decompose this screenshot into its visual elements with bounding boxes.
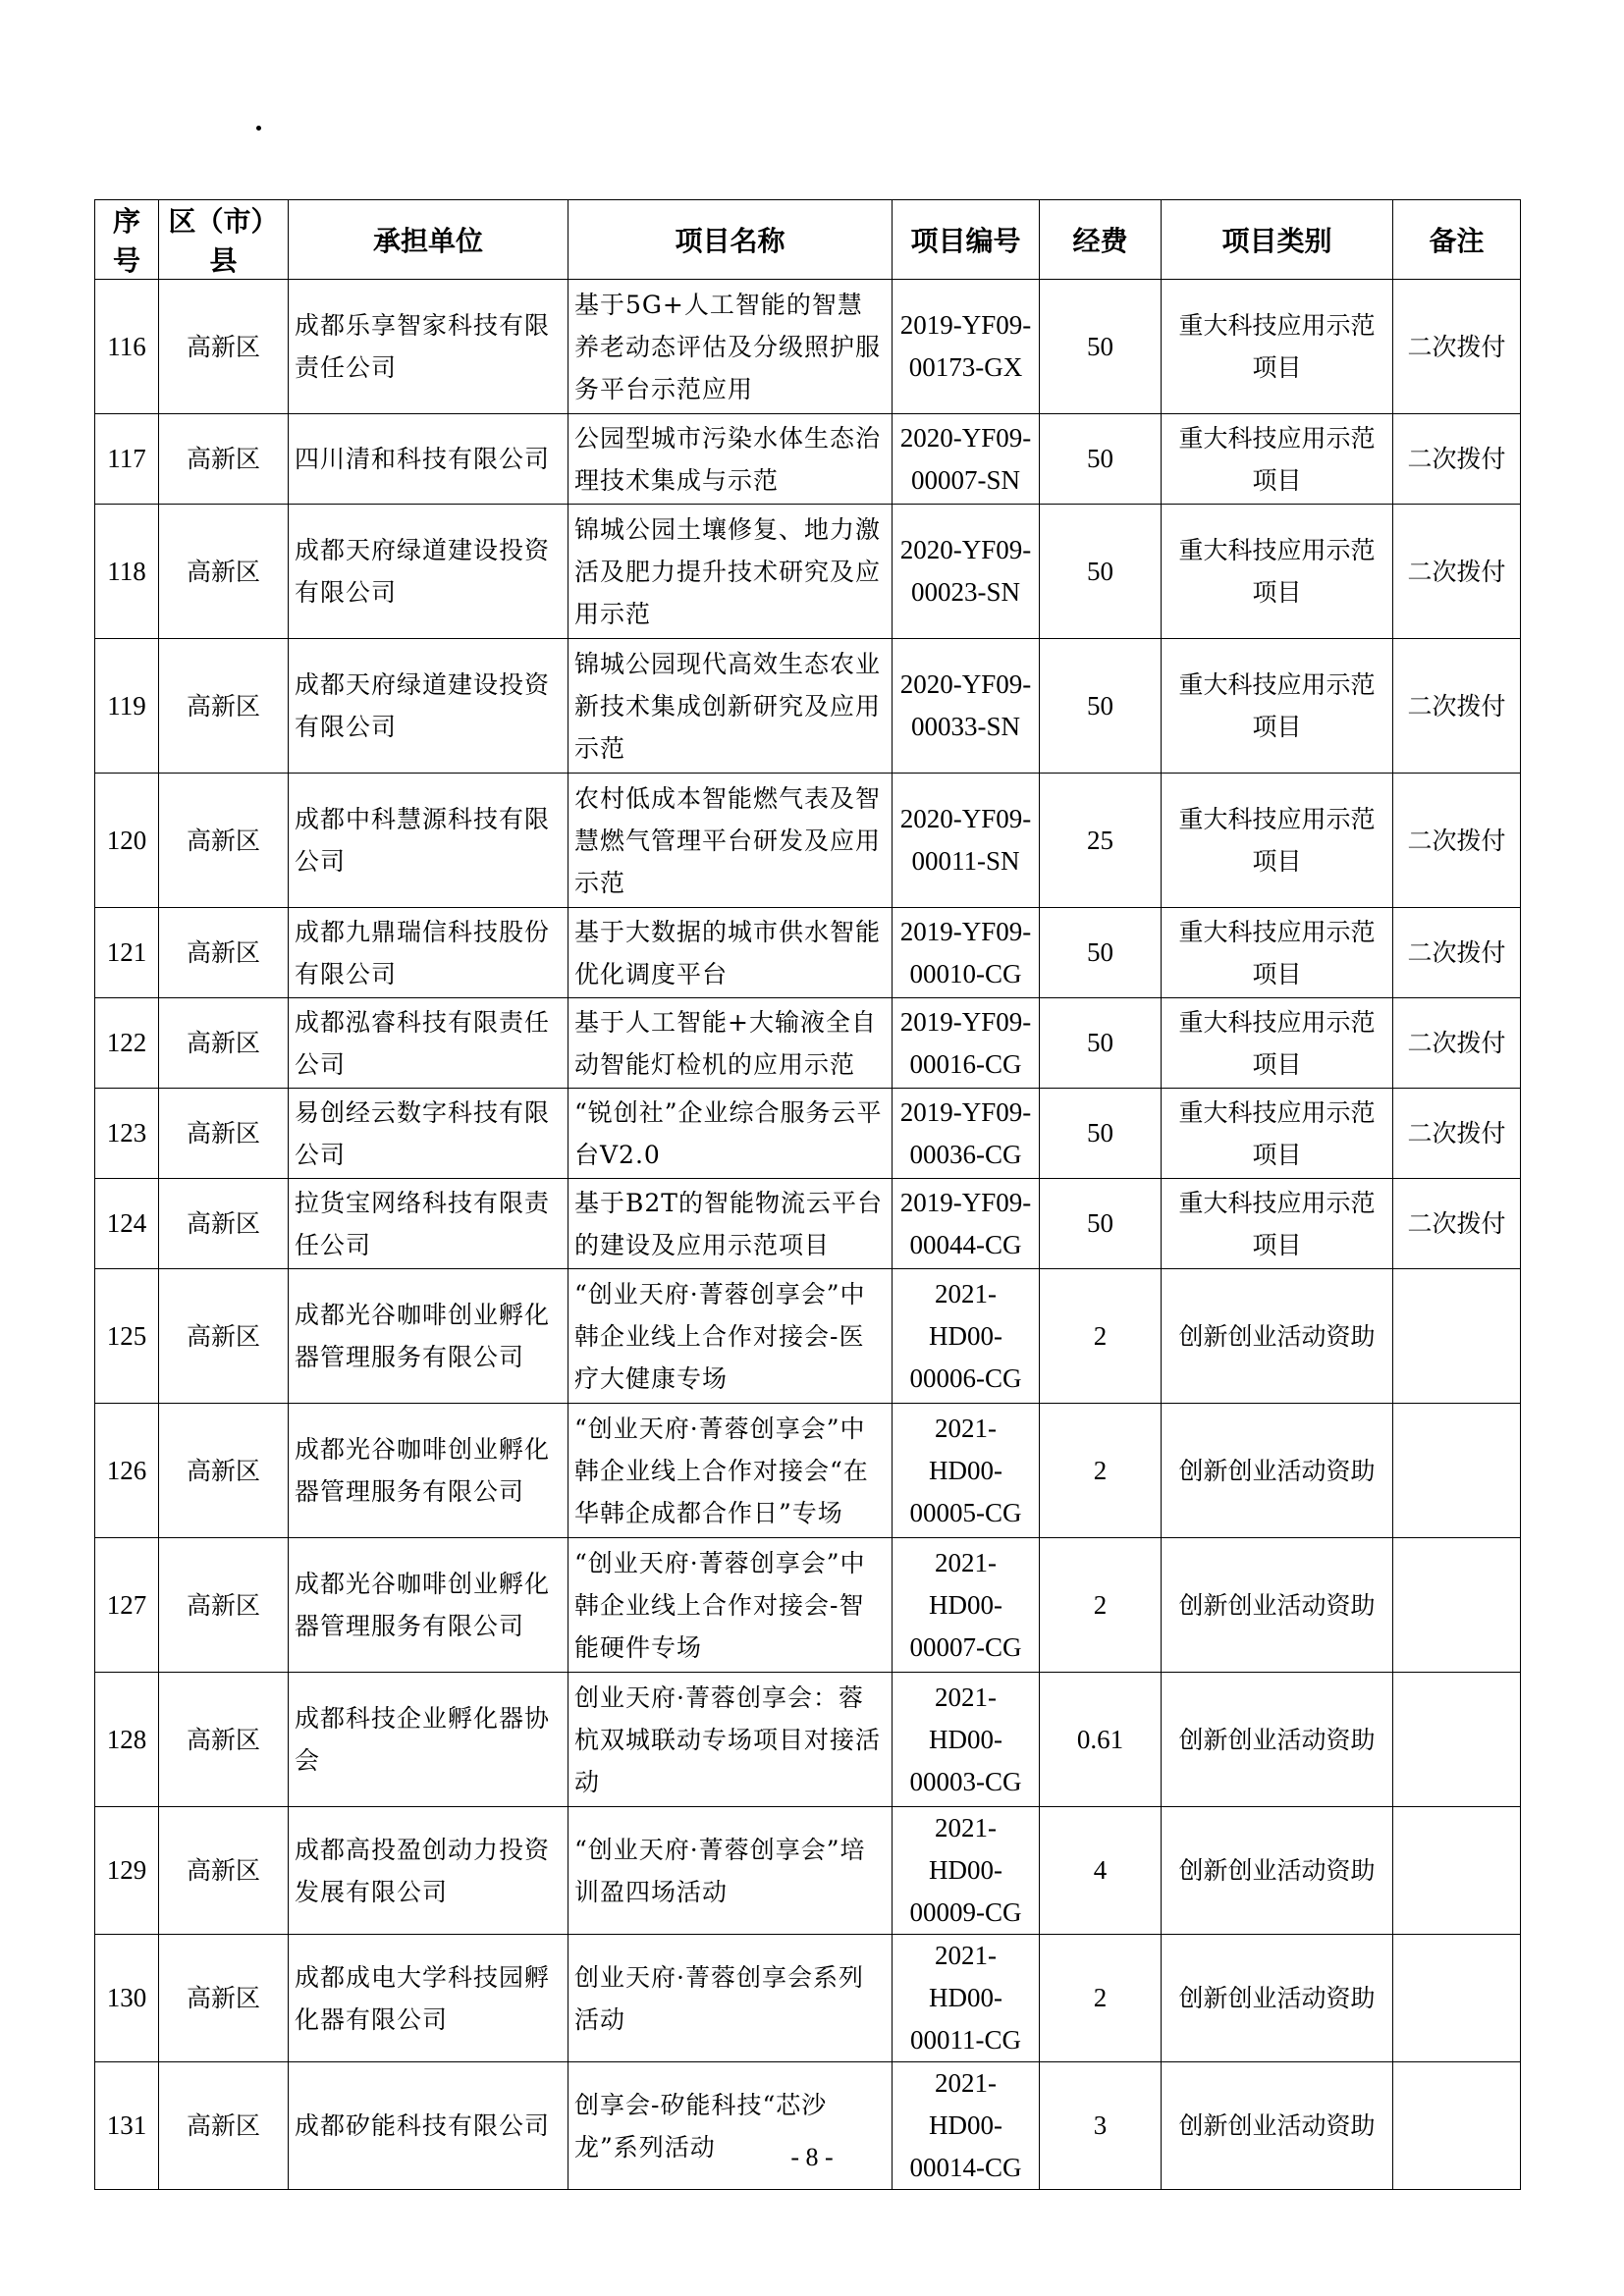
cell-code: 2020-YF09-00023-SN	[893, 505, 1040, 639]
cell-note: 二次拨付	[1393, 505, 1521, 639]
cell-no: 117	[95, 414, 159, 505]
cell-district: 高新区	[159, 2062, 289, 2190]
cell-funding: 2	[1040, 1404, 1162, 1538]
cell-note	[1393, 1538, 1521, 1673]
cell-note: 二次拨付	[1393, 908, 1521, 998]
cell-no: 121	[95, 908, 159, 998]
cell-project: “创业天府·菁蓉创享会”中韩企业线上合作对接会-智能硬件专场	[568, 1538, 893, 1673]
cell-category: 重大科技应用示范项目	[1162, 1179, 1393, 1269]
cell-category: 创新创业活动资助	[1162, 1538, 1393, 1673]
cell-note: 二次拨付	[1393, 414, 1521, 505]
cell-district: 高新区	[159, 414, 289, 505]
cell-no: 123	[95, 1089, 159, 1179]
cell-funding: 2	[1040, 1538, 1162, 1673]
header-category: 项目类别	[1162, 200, 1393, 280]
cell-no: 129	[95, 1807, 159, 1935]
cell-funding: 2	[1040, 1269, 1162, 1404]
cell-district: 高新区	[159, 998, 289, 1089]
cell-category: 重大科技应用示范项目	[1162, 505, 1393, 639]
cell-unit: 成都泓睿科技有限责任公司	[289, 998, 568, 1089]
cell-unit: 成都天府绿道建设投资有限公司	[289, 505, 568, 639]
table-row	[95, 280, 1521, 414]
cell-code: 2021-HD00-00014-CG	[893, 2062, 1040, 2190]
cell-project: 锦城公园现代高效生态农业新技术集成创新研究及应用示范	[568, 639, 893, 774]
cell-district: 高新区	[159, 1269, 289, 1404]
header-row	[95, 200, 1521, 280]
cell-district: 高新区	[159, 1673, 289, 1807]
cell-project: “锐创社”企业综合服务云平台V2.0	[568, 1089, 893, 1179]
cell-project: 创业天府·菁蓉创享会：蓉杭双城联动专场项目对接活动	[568, 1673, 893, 1807]
cell-category: 创新创业活动资助	[1162, 1404, 1393, 1538]
cell-code: 2019-YF09-00173-GX	[893, 280, 1040, 414]
cell-code: 2019-YF09-00010-CG	[893, 908, 1040, 998]
cell-code: 2020-YF09-00033-SN	[893, 639, 1040, 774]
cell-no: 126	[95, 1404, 159, 1538]
table-row	[95, 639, 1521, 774]
header-funding: 经费	[1040, 200, 1162, 280]
cell-code: 2019-YF09-00044-CG	[893, 1179, 1040, 1269]
table-row	[95, 1538, 1521, 1673]
cell-category: 重大科技应用示范项目	[1162, 1089, 1393, 1179]
cell-unit: 四川清和科技有限公司	[289, 414, 568, 505]
page-number: - 8 -	[790, 2143, 834, 2171]
cell-code: 2021-HD00-00007-CG	[893, 1538, 1040, 1673]
cell-unit: 成都乐享智家科技有限责任公司	[289, 280, 568, 414]
cell-category: 创新创业活动资助	[1162, 1807, 1393, 1935]
table-row	[95, 505, 1521, 639]
cell-note: 二次拨付	[1393, 280, 1521, 414]
cell-project: 基于大数据的城市供水智能优化调度平台	[568, 908, 893, 998]
cell-district: 高新区	[159, 639, 289, 774]
cell-funding: 4	[1040, 1807, 1162, 1935]
cell-no: 118	[95, 505, 159, 639]
table-row	[95, 908, 1521, 998]
cell-code: 2021-HD00-00003-CG	[893, 1673, 1040, 1807]
cell-project: 基于人工智能+大输液全自动智能灯检机的应用示范	[568, 998, 893, 1089]
cell-code: 2021-HD00-00011-CG	[893, 1935, 1040, 2062]
cell-code: 2019-YF09-00016-CG	[893, 998, 1040, 1089]
cell-category: 重大科技应用示范项目	[1162, 998, 1393, 1089]
cell-category: 重大科技应用示范项目	[1162, 639, 1393, 774]
cell-code: 2021-HD00-00006-CG	[893, 1269, 1040, 1404]
cell-project: 锦城公园土壤修复、地力激活及肥力提升技术研究及应用示范	[568, 505, 893, 639]
cell-code: 2021-HD00-00009-CG	[893, 1807, 1040, 1935]
cell-category: 重大科技应用示范项目	[1162, 908, 1393, 998]
cell-funding: 3	[1040, 2062, 1162, 2190]
cell-category: 创新创业活动资助	[1162, 1935, 1393, 2062]
cell-note: 二次拨付	[1393, 774, 1521, 908]
cell-unit: 成都天府绿道建设投资有限公司	[289, 639, 568, 774]
cell-note: 二次拨付	[1393, 639, 1521, 774]
cell-funding: 50	[1040, 1179, 1162, 1269]
cell-no: 125	[95, 1269, 159, 1404]
cell-project: 公园型城市污染水体生态治理技术集成与示范	[568, 414, 893, 505]
cell-unit: 易创经云数字科技有限公司	[289, 1089, 568, 1179]
cell-no: 122	[95, 998, 159, 1089]
cell-no: 127	[95, 1538, 159, 1673]
cell-no: 119	[95, 639, 159, 774]
cell-note	[1393, 1935, 1521, 2062]
cell-funding: 50	[1040, 505, 1162, 639]
cell-category: 创新创业活动资助	[1162, 1673, 1393, 1807]
cell-category: 创新创业活动资助	[1162, 1269, 1393, 1404]
cell-district: 高新区	[159, 505, 289, 639]
cell-project: 基于5G+人工智能的智慧养老动态评估及分级照护服务平台示范应用	[568, 280, 893, 414]
table-row	[95, 1089, 1521, 1179]
cell-funding: 50	[1040, 1089, 1162, 1179]
table-row	[95, 1807, 1521, 1935]
table-row	[95, 1179, 1521, 1269]
cell-unit: 成都光谷咖啡创业孵化器管理服务有限公司	[289, 1404, 568, 1538]
cell-project: 创享会-矽能科技“芯沙龙”系列活动	[568, 2062, 893, 2190]
header-no: 序号	[95, 200, 159, 280]
cell-code: 2021-HD00-00005-CG	[893, 1404, 1040, 1538]
table-row	[95, 414, 1521, 505]
cell-funding: 50	[1040, 414, 1162, 505]
cell-funding: 50	[1040, 908, 1162, 998]
cell-code: 2020-YF09-00011-SN	[893, 774, 1040, 908]
cell-project: 基于B2T的智能物流云平台的建设及应用示范项目	[568, 1179, 893, 1269]
cell-funding: 50	[1040, 998, 1162, 1089]
cell-category: 重大科技应用示范项目	[1162, 774, 1393, 908]
cell-project: “创业天府·菁蓉创享会”培训盈四场活动	[568, 1807, 893, 1935]
cell-note	[1393, 1269, 1521, 1404]
cell-district: 高新区	[159, 1089, 289, 1179]
cell-unit: 成都中科慧源科技有限公司	[289, 774, 568, 908]
header-unit: 承担单位	[289, 200, 568, 280]
cell-note	[1393, 1673, 1521, 1807]
cell-code: 2019-YF09-00036-CG	[893, 1089, 1040, 1179]
project-table	[94, 199, 1521, 2190]
cell-note	[1393, 1404, 1521, 1538]
cell-unit: 成都九鼎瑞信科技股份有限公司	[289, 908, 568, 998]
table-row	[95, 1404, 1521, 1538]
cell-no: 128	[95, 1673, 159, 1807]
cell-note: 二次拨付	[1393, 998, 1521, 1089]
cell-district: 高新区	[159, 908, 289, 998]
cell-funding: 50	[1040, 639, 1162, 774]
bullet-dot	[256, 126, 261, 131]
cell-funding: 25	[1040, 774, 1162, 908]
cell-unit: 成都高投盈创动力投资发展有限公司	[289, 1807, 568, 1935]
table-row	[95, 998, 1521, 1089]
header-project: 项目名称	[568, 200, 893, 280]
cell-note: 二次拨付	[1393, 1089, 1521, 1179]
cell-note	[1393, 1807, 1521, 1935]
table-row	[95, 1673, 1521, 1807]
cell-project: “创业天府·菁蓉创享会”中韩企业线上合作对接会-医疗大健康专场	[568, 1269, 893, 1404]
table-row	[95, 1935, 1521, 2062]
cell-no: 120	[95, 774, 159, 908]
cell-district: 高新区	[159, 1404, 289, 1538]
cell-district: 高新区	[159, 1179, 289, 1269]
cell-unit: 成都成电大学科技园孵化器有限公司	[289, 1935, 568, 2062]
cell-unit: 成都科技企业孵化器协会	[289, 1673, 568, 1807]
cell-no: 124	[95, 1179, 159, 1269]
cell-note: 二次拨付	[1393, 1179, 1521, 1269]
cell-district: 高新区	[159, 1538, 289, 1673]
cell-no: 130	[95, 1935, 159, 2062]
header-district: 区（市）县	[159, 200, 289, 280]
cell-no: 131	[95, 2062, 159, 2190]
cell-funding: 0.61	[1040, 1673, 1162, 1807]
cell-project: 创业天府·菁蓉创享会系列活动	[568, 1935, 893, 2062]
cell-district: 高新区	[159, 1807, 289, 1935]
header-note: 备注	[1393, 200, 1521, 280]
cell-unit: 成都光谷咖啡创业孵化器管理服务有限公司	[289, 1538, 568, 1673]
cell-district: 高新区	[159, 1935, 289, 2062]
cell-project: “创业天府·菁蓉创享会”中韩企业线上合作对接会“在华韩企成都合作日”专场	[568, 1404, 893, 1538]
cell-district: 高新区	[159, 774, 289, 908]
cell-category: 创新创业活动资助	[1162, 2062, 1393, 2190]
table-row	[95, 774, 1521, 908]
cell-unit: 成都矽能科技有限公司	[289, 2062, 568, 2190]
cell-funding: 2	[1040, 1935, 1162, 2062]
cell-funding: 50	[1040, 280, 1162, 414]
cell-category: 重大科技应用示范项目	[1162, 414, 1393, 505]
table-row	[95, 1269, 1521, 1404]
cell-unit: 成都光谷咖啡创业孵化器管理服务有限公司	[289, 1269, 568, 1404]
cell-unit: 拉货宝网络科技有限责任公司	[289, 1179, 568, 1269]
header-code: 项目编号	[893, 200, 1040, 280]
cell-project: 农村低成本智能燃气表及智慧燃气管理平台研发及应用示范	[568, 774, 893, 908]
cell-category: 重大科技应用示范项目	[1162, 280, 1393, 414]
cell-code: 2020-YF09-00007-SN	[893, 414, 1040, 505]
cell-no: 116	[95, 280, 159, 414]
cell-district: 高新区	[159, 280, 289, 414]
